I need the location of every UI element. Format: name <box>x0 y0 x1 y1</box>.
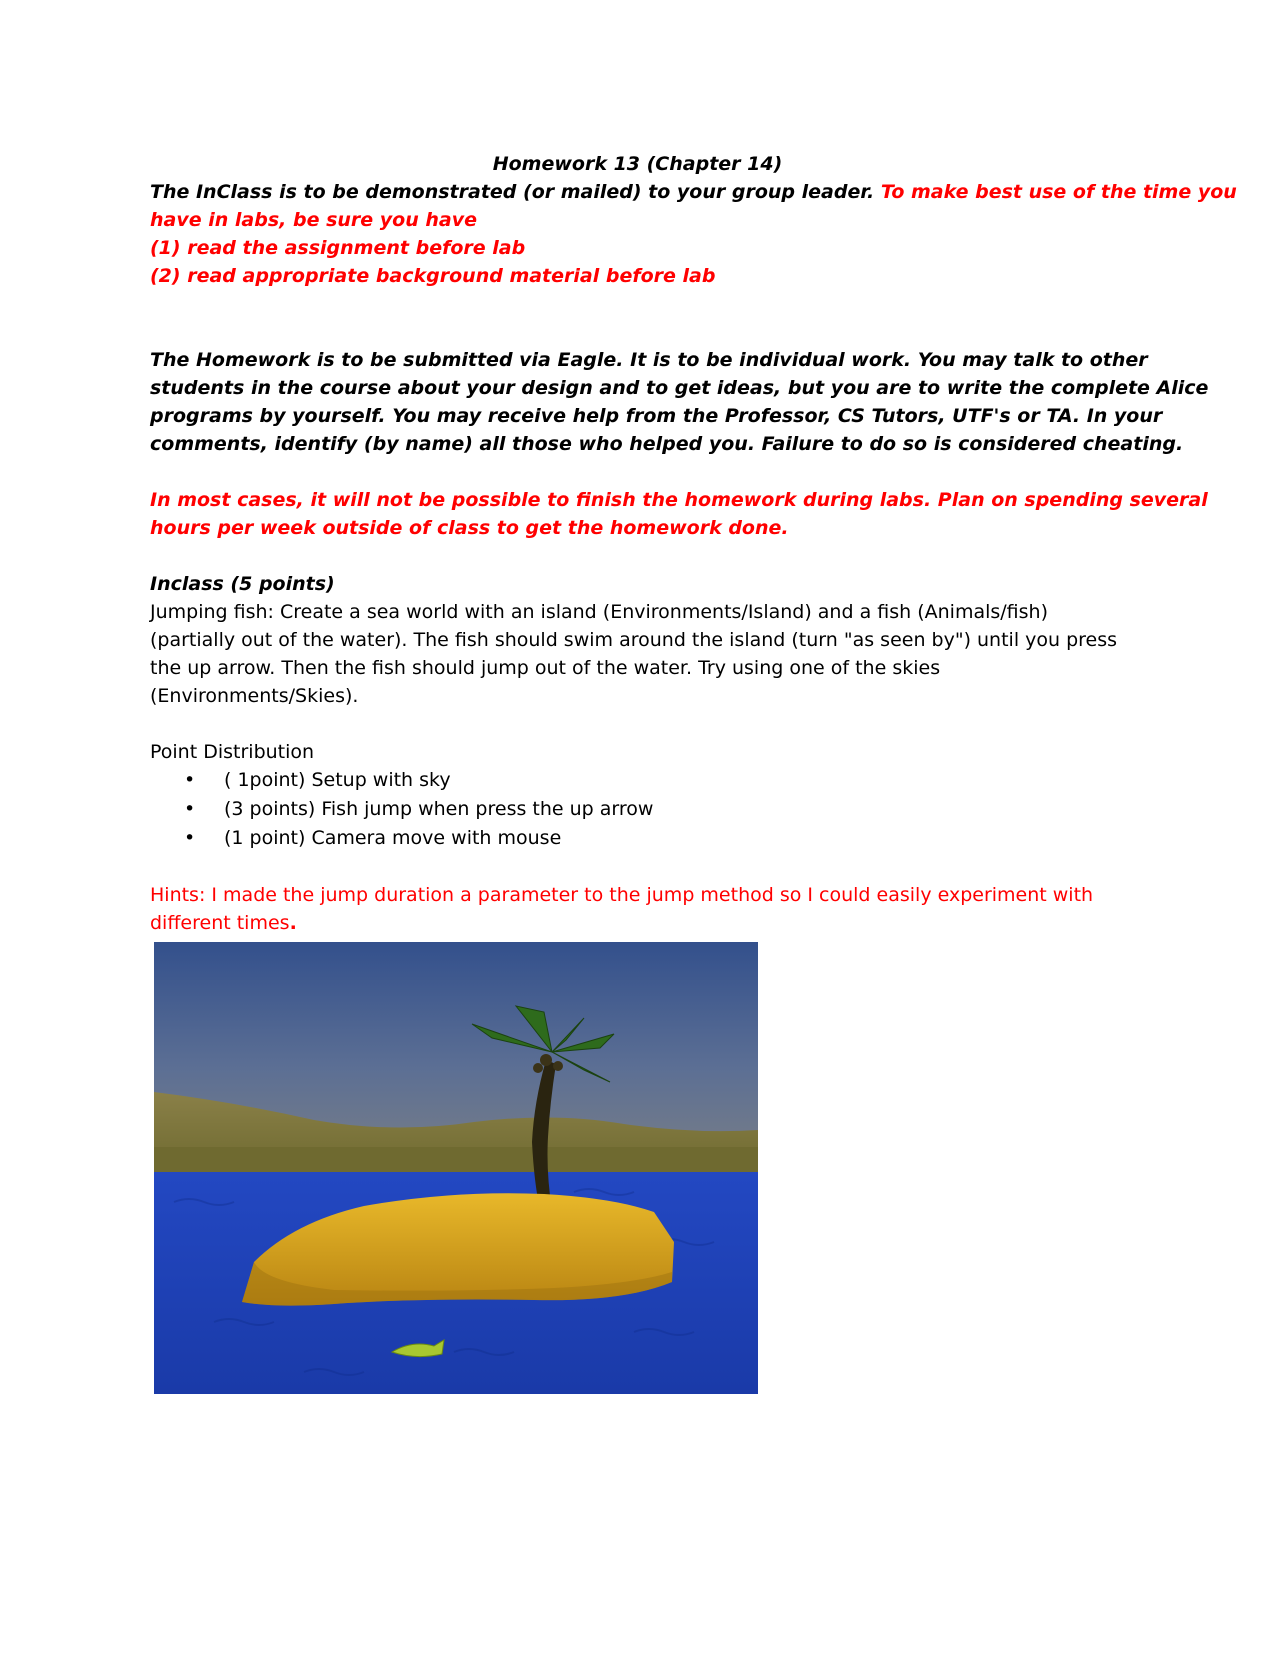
hints-line <box>150 909 1125 937</box>
hints-paragraph <box>150 881 1125 937</box>
point-text: ( 1point) Setup with sky <box>224 769 451 791</box>
homework-line: The Homework is to be submitted via Eagle. It is to be individual work. You may talk to other <box>150 349 1148 371</box>
point-item <box>184 795 1125 824</box>
horizon-band <box>154 1147 758 1172</box>
intro-black-text: The InClass is to be demonstrated (or mailed) to your group leader. <box>150 181 875 203</box>
homework-line: students in the course about your design and to get ideas, but you are to write the complete Alice <box>150 377 1209 399</box>
inclass-heading: Inclass (5 points) <box>150 573 335 595</box>
homework-line: programs by yourself. You may receive help from the Professor, CS Tutors, UTF's or TA. In your <box>150 405 1163 427</box>
warning-paragraph <box>150 486 1208 542</box>
point-list <box>150 766 1125 853</box>
hints-line: Hints: I made the jump duration a parameter to the jump method so I could easily experiment with <box>150 884 1094 906</box>
bullet-glyph: • <box>184 827 196 849</box>
inclass-line: (partially out of the water). The fish should swim around the island (turn "as seen by") until you press <box>150 629 1118 651</box>
bullet-glyph: • <box>184 798 196 820</box>
homework-paragraph <box>150 346 1209 458</box>
inclass-line: Jumping fish: Create a sea world with an island (Environments/Island) and a fish (Animals/fish) <box>150 601 1048 623</box>
intro-line-1 <box>150 178 1237 206</box>
intro-line-3: (1) read the assignment before lab <box>150 237 526 259</box>
spacer <box>150 542 1125 570</box>
point-item <box>184 766 1125 795</box>
document-title: Homework 13 (Chapter 14) <box>492 153 783 175</box>
spacer <box>150 458 1125 486</box>
inclass-description <box>150 598 1125 710</box>
point-item <box>184 824 1125 853</box>
document-page <box>150 150 1237 937</box>
point-text: (1 point) Camera move with mouse <box>224 827 562 849</box>
intro-line-2: have in labs, be sure you have <box>150 209 477 231</box>
inclass-line: the up arrow. Then the fish should jump out of the water. Try using one of the skies <box>150 657 941 679</box>
intro-line-4: (2) read appropriate background material before lab <box>150 265 716 287</box>
hints-text: different times <box>150 912 290 934</box>
bullet-glyph: • <box>184 769 196 791</box>
warning-line: In most cases, it will not be possible to finish the homework during labs. Plan on spending several <box>150 489 1208 511</box>
intro-red-text: To make best use of the time you <box>874 181 1237 203</box>
hints-end-mark: . <box>289 912 297 934</box>
island-scene-illustration <box>154 942 758 1394</box>
homework-line: comments, identify (by name) all those who helped you. Failure to do so is considered cheating. <box>150 433 1184 455</box>
spacer <box>150 290 1125 346</box>
point-distribution-label: Point Distribution <box>150 741 315 763</box>
spacer <box>150 853 1125 881</box>
inclass-line: (Environments/Skies). <box>150 685 359 707</box>
point-text: (3 points) Fish jump when press the up arrow <box>224 798 654 820</box>
warning-line: hours per week outside of class to get the homework done. <box>150 517 789 539</box>
island-scene-image <box>154 942 758 1394</box>
spacer <box>150 710 1125 738</box>
